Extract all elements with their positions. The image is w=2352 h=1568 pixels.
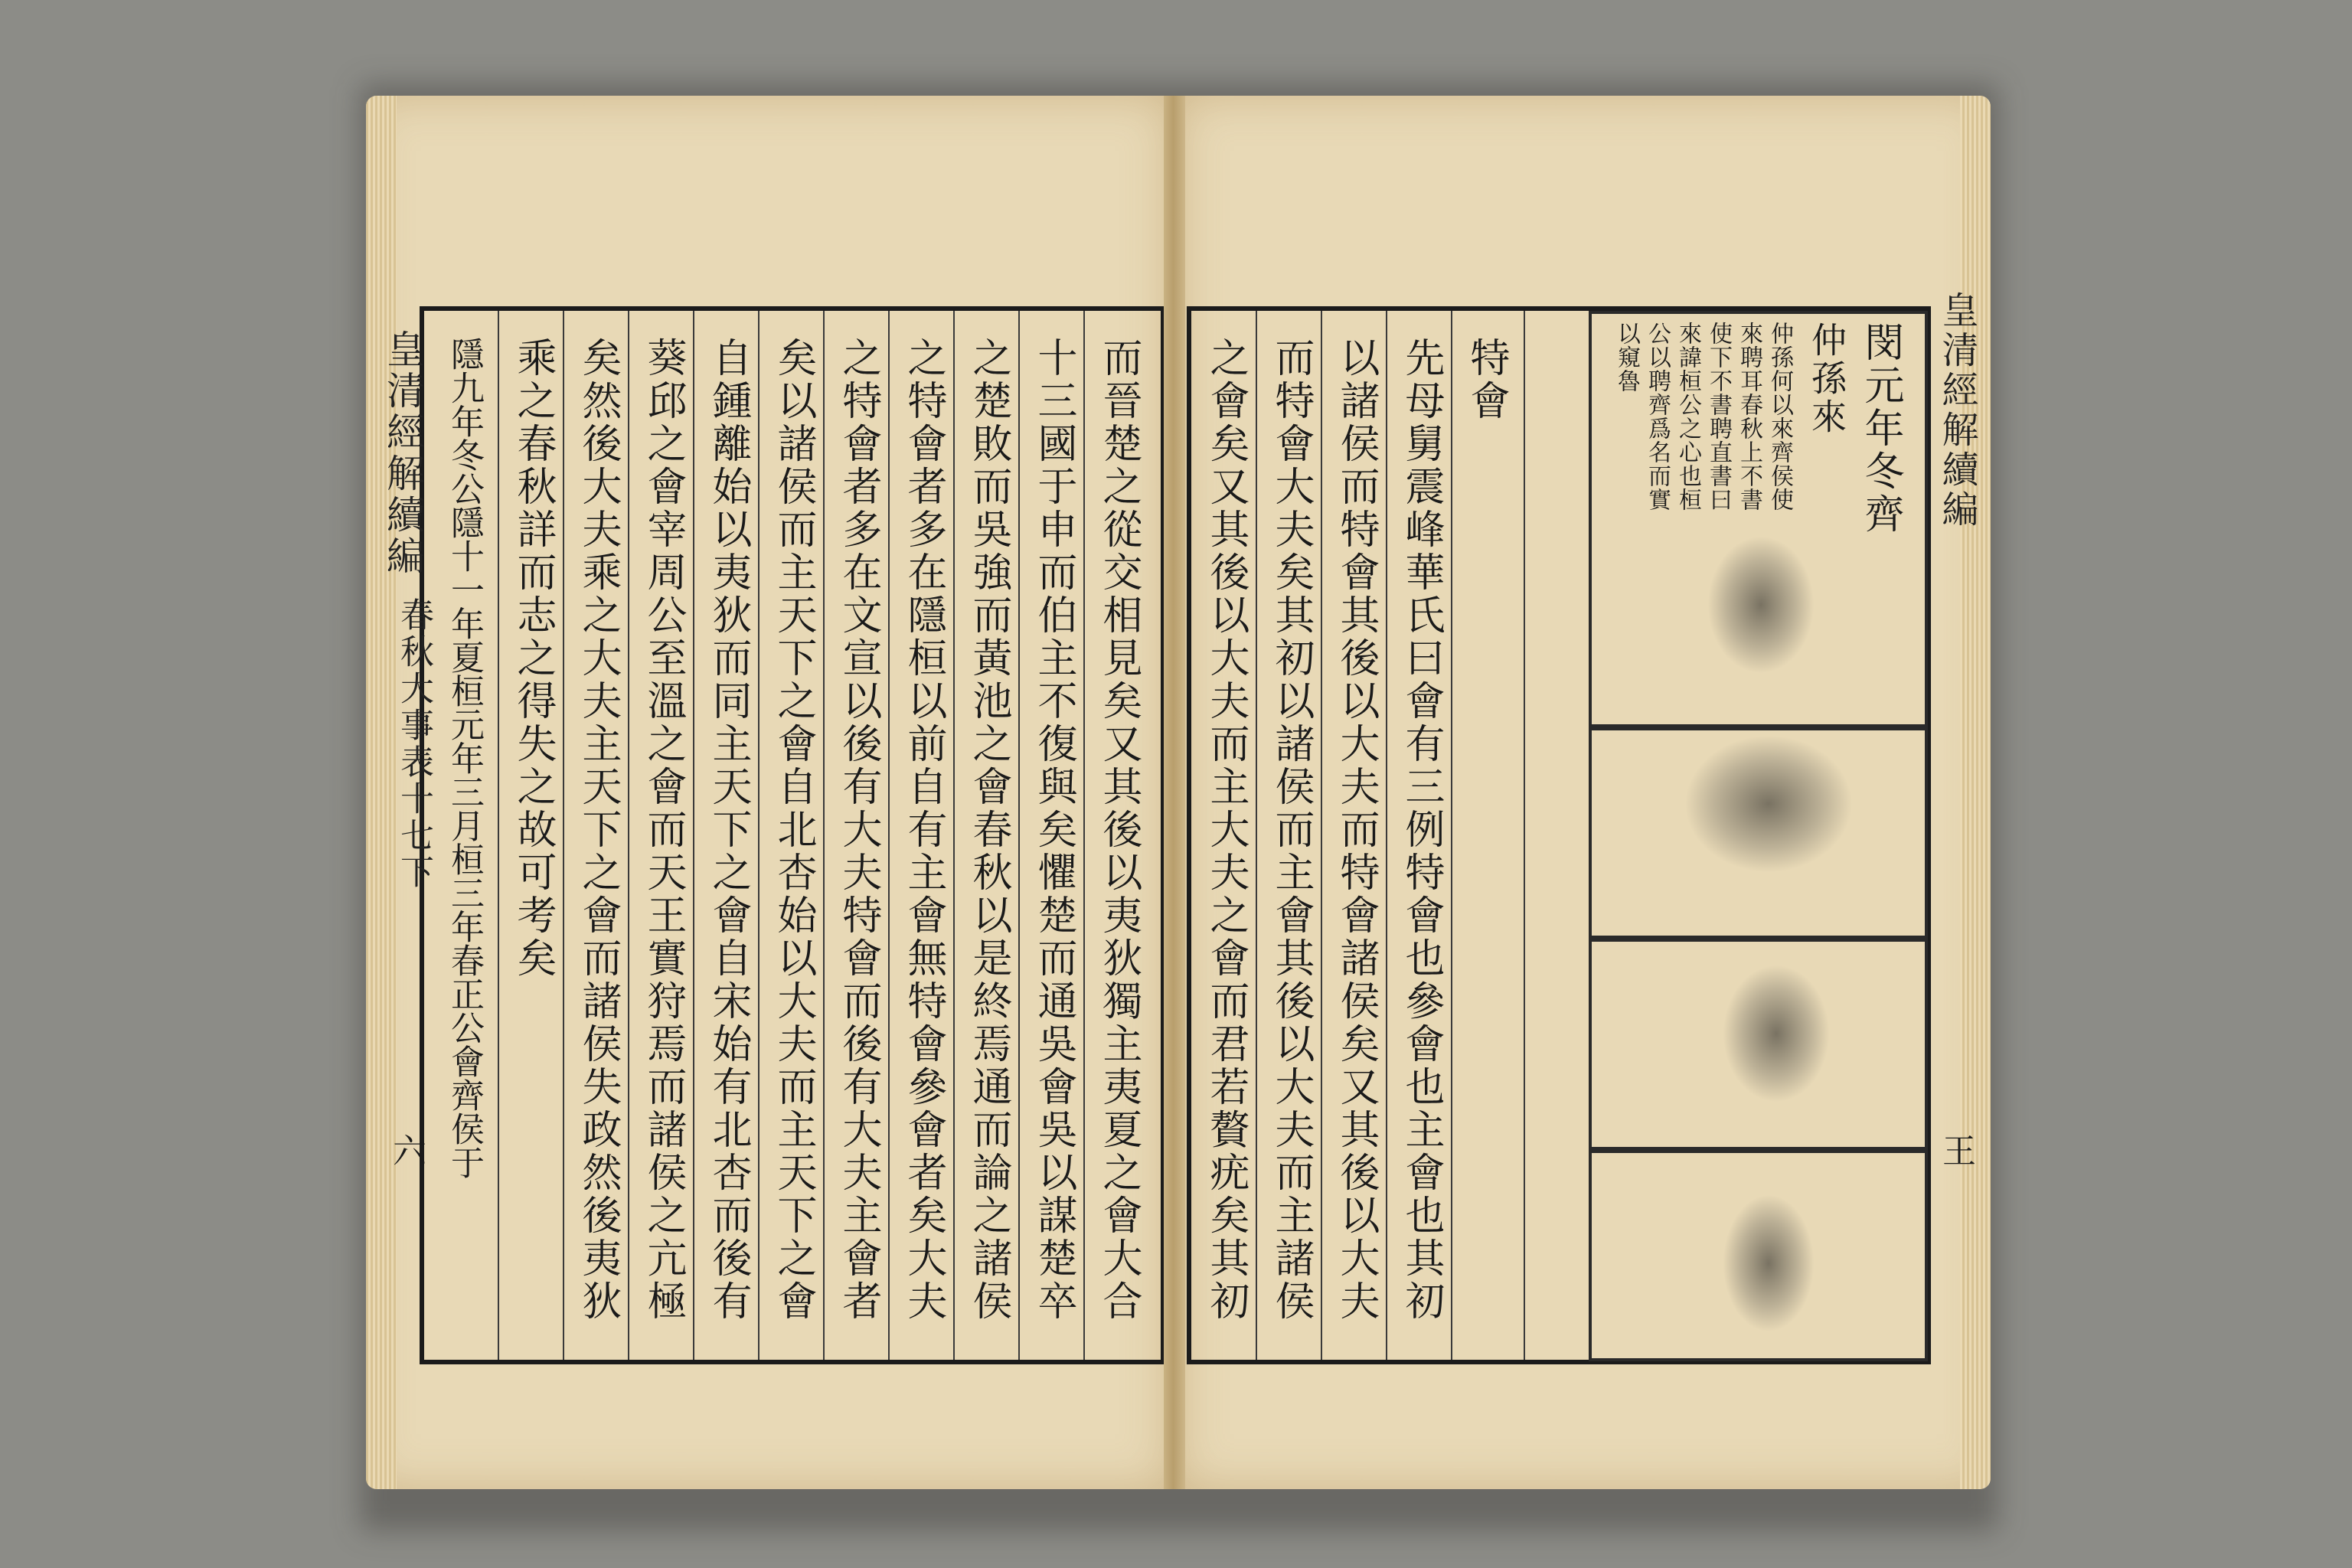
- ink-bleed-mark: [1684, 735, 1853, 873]
- right-text-column-2: 以諸侯而特會其後以大夫而特會諸侯矣又其後以大夫: [1333, 337, 1379, 1323]
- right-text-column-3: 而特會大夫矣其初以諸侯而主會其後以大夫而主諸侯: [1268, 337, 1314, 1323]
- ink-bleed-mark: [1723, 965, 1830, 1102]
- right-text-column-4: 之會矣又其後以大夫而主大夫之會而君若贅疣矣其初: [1203, 337, 1249, 1323]
- right-note-column-6: 以窺魯: [1613, 322, 1640, 393]
- right-note-column-5: 公以聘齊爲名而實: [1644, 322, 1671, 511]
- left-text-column-2: 十三國于申而伯主不復與矣懼楚而通吳會吳以謀楚卒: [1031, 337, 1076, 1323]
- right-section-heading: 特會: [1463, 337, 1509, 423]
- column-rule: [888, 311, 890, 1360]
- column-rule: [693, 311, 694, 1360]
- column-rule: [823, 311, 825, 1360]
- right-page-number: 王: [1936, 1133, 1975, 1167]
- left-text-column-1: 而晉楚之從交相見矣又其後以夷狄獨主夷夏之會大合: [1096, 337, 1142, 1323]
- left-text-column-10: 乘之春秋詳而志之得失之故可考矣: [510, 337, 556, 980]
- right-note-column-4: 來諱桓公之心也桓: [1674, 322, 1701, 511]
- left-margin-title: 皇清經解續編: [381, 329, 425, 577]
- right-sub-entry: 仲孫來: [1806, 322, 1847, 436]
- left-reference-column: 隱九年冬公隱十一年夏桓元年三月桓三年春正公會齊侯于: [445, 337, 484, 1179]
- right-note-column-1: 仲孫何以來齊侯使: [1766, 322, 1793, 511]
- left-page-number: 六: [387, 1133, 426, 1167]
- right-note-column-2: 來聘耳春秋上不書: [1736, 322, 1762, 511]
- column-rule: [1451, 311, 1452, 1360]
- right-text-column-1: 先母舅震峰華氏曰會有三例特會也參會也主會也其初: [1398, 337, 1444, 1323]
- right-header-entry: 閔元年冬齊: [1857, 322, 1903, 536]
- column-rule: [1321, 311, 1322, 1360]
- left-text-column-4: 之特會者多在隱桓以前自有主會無特會參會者矣大夫: [900, 337, 946, 1323]
- left-text-column-9: 矣然後大夫乘之大夫主天下之會而諸侯失政然後夷狄: [575, 337, 621, 1323]
- column-rule: [563, 311, 564, 1360]
- column-rule: [498, 311, 499, 1360]
- left-text-column-3: 之楚敗而吳強而黃池之會春秋以是終焉通而論之諸侯: [965, 337, 1011, 1323]
- left-text-column-6: 矣以諸侯而主天下之會自北杏始以大夫而主天下之會: [770, 337, 816, 1323]
- column-rule: [1386, 311, 1387, 1360]
- column-rule: [628, 311, 629, 1360]
- column-rule: [1083, 311, 1085, 1360]
- left-text-column-7: 自鍾離始以夷狄而同主天下之會自宋始有北杏而後有: [705, 337, 751, 1323]
- right-margin-title: 皇清經解續編: [1936, 291, 1978, 530]
- ink-bleed-mark: [1707, 536, 1815, 674]
- column-rule: [1018, 311, 1020, 1360]
- column-rule: [1524, 311, 1525, 1360]
- column-rule: [1256, 311, 1257, 1360]
- column-rule: [953, 311, 955, 1360]
- left-chapter-label: 春秋大事表十七下: [394, 597, 433, 891]
- left-text-column-8: 葵邱之會宰周公至溫之會而天王實狩焉而諸侯之亢極: [640, 337, 686, 1323]
- left-text-column-5: 之特會者多在文宣以後有大夫特會而後有大夫主會者: [835, 337, 881, 1323]
- column-rule: [758, 311, 760, 1360]
- ink-bleed-mark: [1723, 1194, 1815, 1332]
- right-note-column-3: 使下不書聘直書曰: [1705, 322, 1732, 511]
- book-spine: [1164, 96, 1185, 1489]
